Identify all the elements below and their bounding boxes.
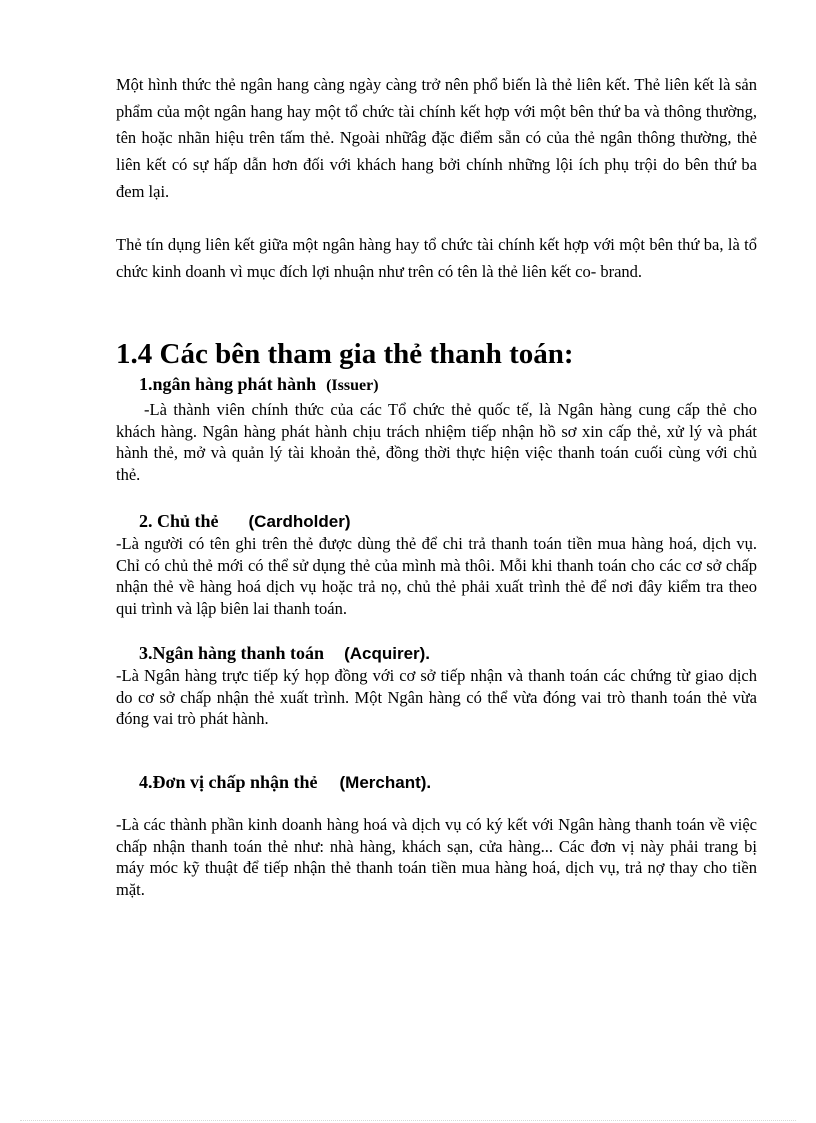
- issuer-title: 1.ngân hàng phát hành: [139, 374, 317, 394]
- cardholder-description: -Là người có tên ghi trên thẻ được dùng thẻ để chi trả thanh toán tiền mua hàng hoá, dịch vụ. Chỉ có chủ thẻ mới có thể sử dụng thẻ của mình mà thôi. Mỗi khi thanh toán cho các cơ sở chấp nhận thẻ về hàng hoá dịch vụ hoặc trả nọ, chủ thẻ phải xuất trình thẻ để nơi đây kiểm tra theo qui trình và lập biên lai thanh toán.: [116, 534, 757, 618]
- cardholder-heading: [139, 510, 351, 533]
- merchant-subtitle: (Merchant).: [339, 773, 432, 792]
- acquirer-description: -Là Ngân hàng trực tiếp ký họp đồng với cơ sở tiếp nhận và thanh toán các chứng từ giao dịch do cơ sở chấp nhận thẻ xuất trình. Một Ngân hàng có thể vừa đóng vai trò thanh toán thẻ vừa đóng vai trò phát hành.: [116, 666, 757, 728]
- acquirer-heading: [139, 642, 430, 665]
- acquirer-subtitle: (Acquirer).: [344, 644, 431, 663]
- issuer-heading: [139, 373, 379, 397]
- intro-paragraph-2: Thẻ tín dụng liên kết giữa một ngân hàng hay tổ chức tài chính kết hợp với một bên thứ ba, là tổ chức kinh doanh vì mục đích lợi nhuận như trên có tên là thẻ liên kết co- brand.: [116, 235, 757, 281]
- merchant-description: -Là các thành phần kinh doanh hàng hoá và dịch vụ có ký kết với Ngân hàng thanh toán về việc chấp nhận thanh toán thẻ như: nhà hàng, khách sạn, cửa hàng... Các đơn vị này phải trang bị máy móc kỹ thuật để tiếp nhận thẻ thanh toán tiền mua hàng hoá, dịch vụ, trả nợ thay cho tiền mặt.: [116, 815, 757, 899]
- merchant-heading: [139, 771, 431, 794]
- acquirer-title: 3.Ngân hàng thanh toán: [139, 643, 325, 663]
- intro-paragraph-1: Một hình thức thẻ ngân hang càng ngày càng trở nên phổ biến là thẻ liên kết. Thẻ liên kết là sản phẩm của một ngân hang hay một tổ chức tài chính kết hợp với một bên thứ ba và thông thường, tên hoặc nhãn hiệu trên tấm thẻ. Ngoài nhữâg đặc điểm sẵn có của thẻ ngân thông thường, thẻ liên kết có sự hấp dẫn hơn đối với khách hang bởi chính những lội ích phụ trội do bên thứ ba đem lại.: [116, 75, 757, 201]
- issuer-subtitle: (Issuer): [326, 377, 379, 394]
- cardholder-subtitle: (Cardholder): [248, 512, 351, 531]
- merchant-title: 4.Đơn vị chấp nhận thẻ: [139, 772, 318, 792]
- section-heading: 1.4 Các bên tham gia thẻ thanh toán:: [116, 338, 574, 370]
- cardholder-title: 2. Chủ thẻ: [139, 511, 219, 531]
- issuer-description: -Là thành viên chính thức của các Tổ chức thẻ quốc tế, là Ngân hàng cung cấp thẻ cho khách hàng. Ngân hàng phát hành chịu trách nhiệm tiếp nhận hồ sơ xin cấp thẻ, xử lý và phát hành thẻ, mở và quản lý tài khoản thẻ, đồng thời thực hiện việc thanh toán cuối cùng với chủ thẻ.: [116, 400, 757, 484]
- page-bottom-divider: [20, 1120, 796, 1121]
